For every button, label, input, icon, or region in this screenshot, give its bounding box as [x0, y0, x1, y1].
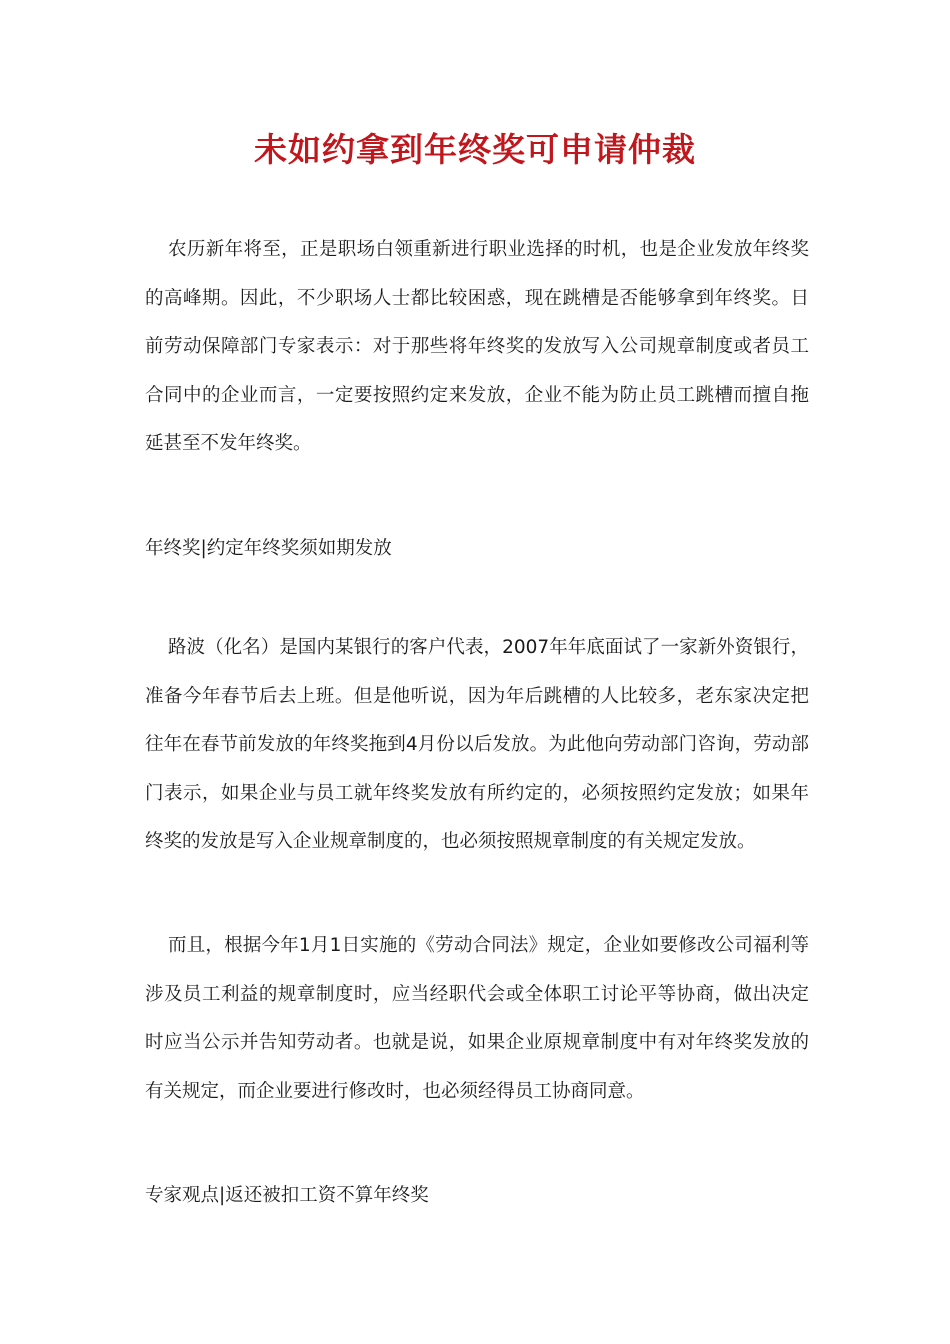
subheading-expert-view: 专家观点|返还被扣工资不算年终奖: [145, 1185, 429, 1206]
document-title: 未如约拿到年终奖可申请仲裁: [254, 130, 696, 169]
subheading-year-end-bonus: 年终奖|约定年终奖须如期发放: [145, 538, 392, 559]
paragraph-case-lubo: 路波（化名）是国内某银行的客户代表，2007年年底面试了一家新外资银行，准备今年春节后去上班。但是他听说，因为年后跳槽的人比较多，老东家决定把往年在春节前发放的年终奖拖到4月份以后发放。为此他向劳动部门咨询，劳动部门表示，如果企业与员工就年终奖发放有所约定的，必须按照约定发放；如果年终奖的发放是写入企业规章制度的，也必须按照规章制度的有关规定发放。: [145, 637, 809, 852]
paragraph-intro: 农历新年将至，正是职场白领重新进行职业选择的时机，也是企业发放年终奖的高峰期。因此，不少职场人士都比较困惑，现在跳槽是否能够拿到年终奖。日前劳动保障部门专家表示：对于那些将年终奖的发放写入公司规章制度或者员工合同中的企业而言，一定要按照约定来发放，企业不能为防止员工跳槽而擅自拖延甚至不发年终奖。: [145, 239, 809, 454]
paragraph-labor-contract-law: 而且，根据今年1月1日实施的《劳动合同法》规定，企业如要修改公司福利等涉及员工利益的规章制度时，应当经职代会或全体职工讨论平等协商，做出决定时应当公示并告知劳动者。也就是说，如果企业原规章制度中有对年终奖发放的有关规定，而企业要进行修改时，也必须经得员工协商同意。: [145, 935, 809, 1102]
